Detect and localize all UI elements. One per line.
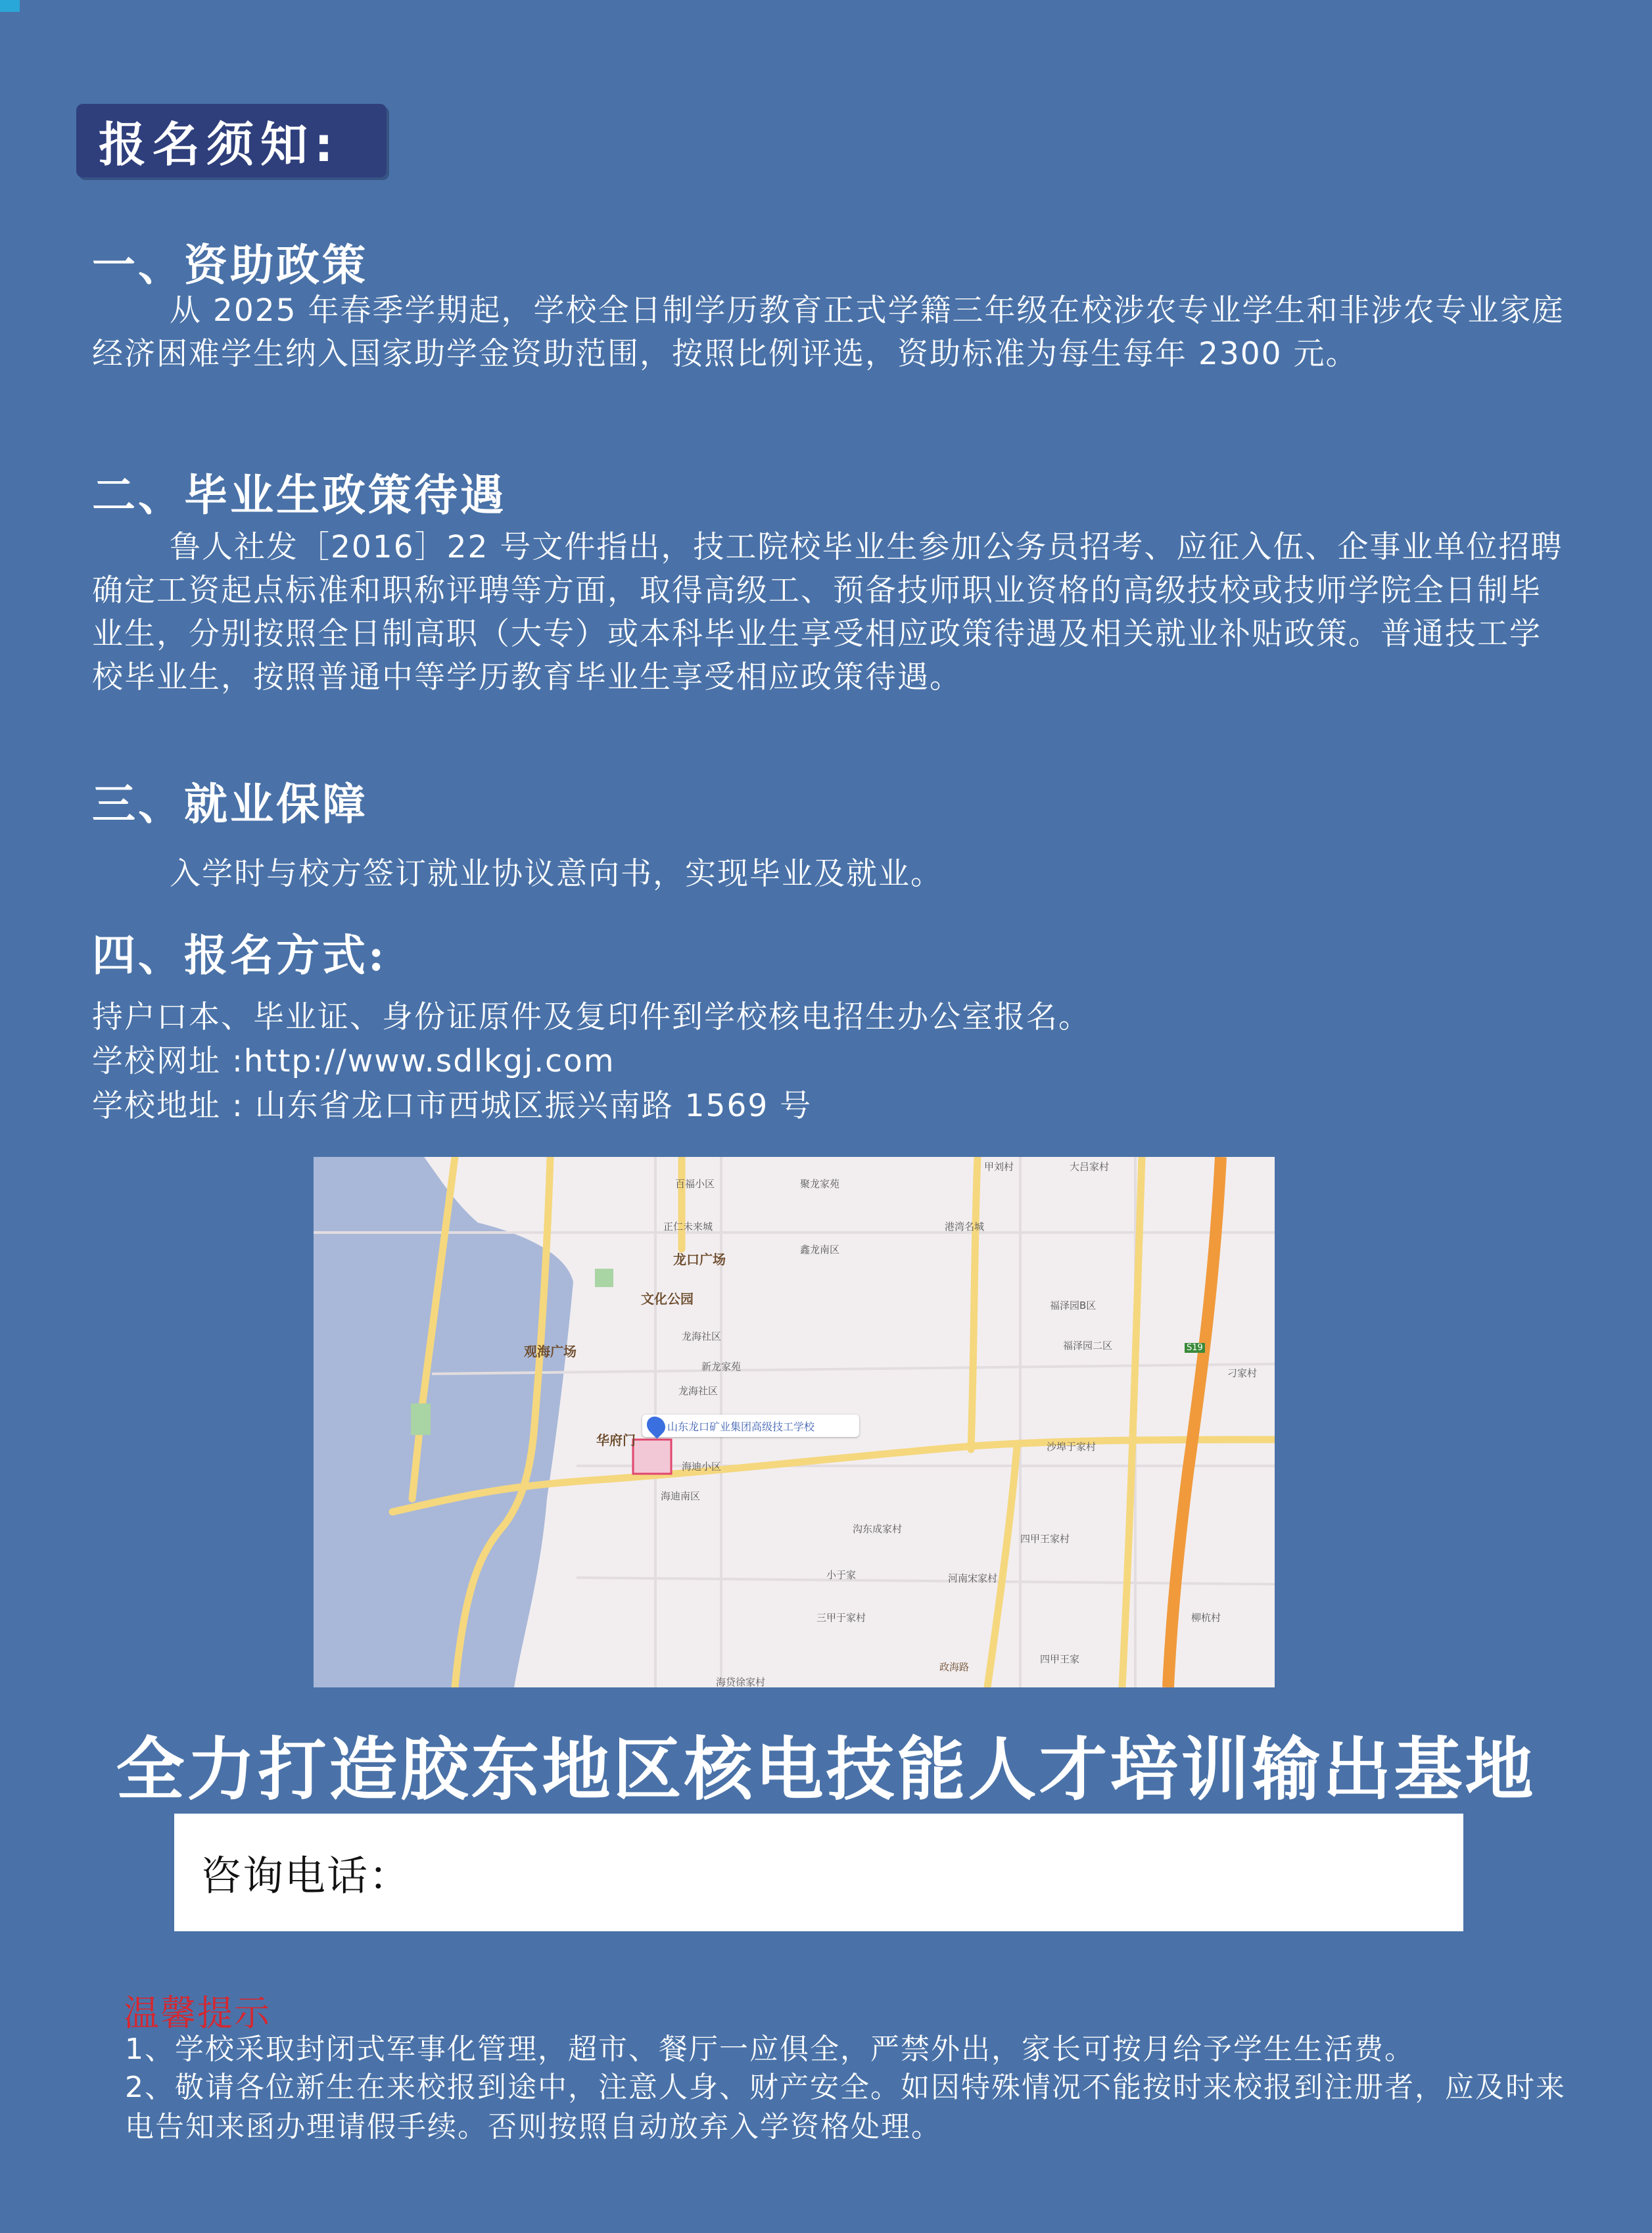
school-address: 学校地址 : 山东省龙口市西城区振兴南路 1569 号	[92, 1088, 813, 1124]
map-label-zhengren: 正仁未来城	[663, 1221, 713, 1233]
graduate-policy-text: 鲁人社发［2016］22 号文件指出，技工院校毕业生参加公务员招考、应征入伍、企事业单位招聘确定工资起点标准和职称评聘等方面，取得高级工、预备技师职业资格的高级技校或技师学院全日制毕业生，分别按照全日制高职（大专）或本科毕业生享受相应政策待遇及相关就业补贴政策。普通技工学校毕业生，按照普通中等学历教育毕业生享受相应政策待遇。	[92, 529, 1563, 695]
map-label-goudong: 沟东成家村	[853, 1523, 903, 1535]
employment-text: 入学时与校方签订就业协议意向书，实现毕业及就业。	[170, 856, 943, 892]
section-body-employment	[92, 853, 1565, 896]
section-title-registration-method: 四、报名方式:	[92, 929, 387, 981]
map-label-huafu: 华府门	[596, 1432, 636, 1448]
slogan: 全力打造胶东地区核电技能人才培训输出基地	[116, 1729, 1536, 1810]
map-label-liuhang: 柳杭村	[1191, 1612, 1221, 1624]
school-website[interactable]: 学校网址 :http://www.sdlkgj.com	[92, 1043, 615, 1079]
map-label-shaliuyu: 沙埠于家村	[1047, 1441, 1097, 1453]
map-label-dianjia: 刁家村	[1227, 1367, 1258, 1379]
map-label-longhai: 龙海社区	[682, 1330, 722, 1342]
tips-title: 温馨提示	[124, 1992, 271, 2034]
map-label-baifu: 百福小区	[675, 1178, 715, 1190]
map-label-xinlong-jiayuan: 新龙家苑	[701, 1361, 742, 1373]
map-label-nanxu: 海贷徐家村	[716, 1676, 766, 1687]
map-label-fuze2: 福泽园二区	[1063, 1340, 1113, 1352]
expressway	[1168, 1157, 1221, 1687]
map-label-longkou-square: 龙口广场	[673, 1252, 726, 1267]
map-label-xiyu: 小于家	[826, 1569, 857, 1581]
park-block	[411, 1403, 431, 1435]
map-label-longhai2: 龙海社区	[678, 1385, 719, 1397]
map-label-guanhai-square: 观海广场	[524, 1344, 577, 1359]
school-pin-label[interactable]: 山东龙口矿业集团高级技工学校	[642, 1415, 859, 1437]
map-label-fuze8: 福泽园B区	[1050, 1300, 1097, 1311]
school-campus	[633, 1440, 671, 1474]
map-label-zhenghai: 政海路	[939, 1661, 970, 1673]
map-label-julong: 聚龙家苑	[800, 1178, 840, 1190]
location-map[interactable]	[314, 1157, 1275, 1687]
map-label-henan: 河南宋家村	[948, 1572, 998, 1584]
map-label-haidi-xiao: 海迪小区	[682, 1461, 722, 1472]
section-body-funding	[92, 289, 1565, 376]
registration-documents: 持户口本、毕业证、身份证原件及复印件到学校核电招生办公室报名。	[92, 999, 1091, 1035]
map-label-s19: S19	[1185, 1343, 1205, 1353]
corner-mark	[0, 0, 20, 12]
section-title-employment: 三、就业保障	[92, 778, 368, 830]
map-label-xinlong: 鑫龙南区	[800, 1244, 840, 1256]
section-title-funding: 一、资助政策	[92, 239, 368, 291]
tip-item: 1、学校采取封闭式军事化管理，超市、餐厅一应俱全，严禁外出，家长可按月给予学生生活费。	[125, 2033, 1415, 2066]
section-body-graduate-policy	[92, 526, 1565, 699]
consult-phone-box	[174, 1814, 1463, 1931]
funding-text: 从 2025 年春季学期起，学校全日制学历教育正式学籍三年级在校涉农专业学生和非涉农专业家庭经济困难学生纳入国家助学金资助范围，按照比例评选，资助标准为每生每年 2300 元。	[92, 293, 1565, 372]
map-label-sijia: 四甲王家村	[1020, 1533, 1070, 1545]
section-title-graduate-policy: 二、毕业生政策待遇	[92, 469, 506, 521]
map-label-wenhua-park: 文化公园	[641, 1291, 694, 1307]
map-label-sijia2: 四甲王家	[1040, 1653, 1080, 1665]
map-label-sanjia: 三甲于家村	[816, 1612, 866, 1624]
tip-item: 2、敬请各位新生在来校报到途中，注意人身、财产安全。如因特殊情况不能按时来校报到注册者，应及时来电告知来函办理请假手续。否则按照自动放弃入学资格处理。	[125, 2071, 1566, 2144]
registration-notice-badge: 报名须知:	[76, 104, 387, 177]
map-label-haidi-nan: 海迪南区	[661, 1490, 701, 1502]
map-label-dalv: 大吕家村	[1070, 1161, 1110, 1173]
consult-phone-label: 咨询电话：	[201, 1852, 412, 1900]
map-label-jialiu: 甲刘村	[984, 1161, 1014, 1173]
square-block	[595, 1269, 613, 1287]
map-label-gangwan: 港湾名城	[945, 1221, 985, 1233]
